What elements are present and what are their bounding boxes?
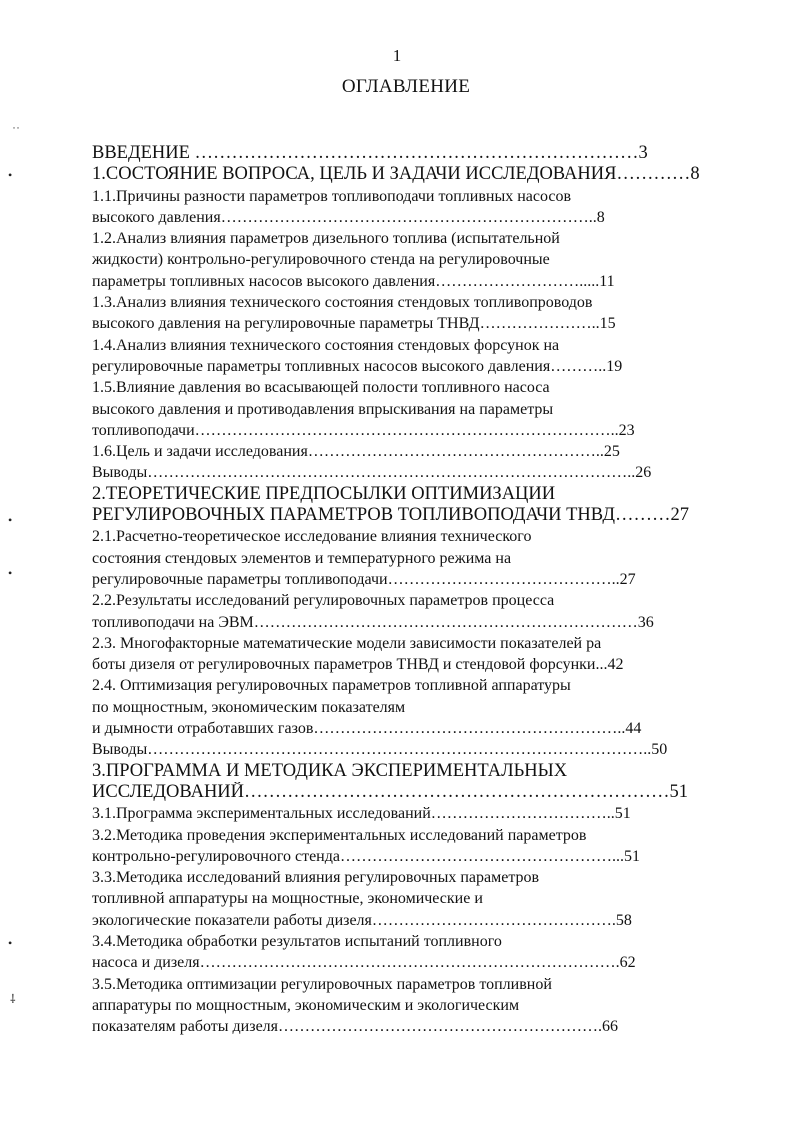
- table-of-contents: [92, 143, 720, 1037]
- toc-entry: 2.2.Результаты исследований регулировочных параметров процесса: [92, 592, 555, 610]
- toc-entry: параметры топливных насосов высокого давления……………………….....11: [92, 272, 615, 290]
- toc-entry: экологические показатели работы дизеля……………………………………….58: [92, 911, 632, 929]
- toc-entry: 1.2.Анализ влияния параметров дизельного топлива (испытательной: [92, 230, 560, 248]
- toc-entry: и дымности отработавших газов…………………………………………………..44: [92, 720, 642, 738]
- toc-entry: 1.СОСТОЯНИЕ ВОПРОСА, ЦЕЛЬ И ЗАДАЧИ ИССЛЕДОВАНИЯ…………8: [92, 164, 700, 185]
- page-number: 1: [392, 46, 402, 65]
- toc-entry: топливоподачи на ЭВМ………………………………………………………………36: [92, 613, 654, 631]
- toc-entry: насоса и дизеля…………………………………………………………………….62: [92, 954, 636, 972]
- toc-entry: 1.5.Влияние давления во всасывающей полости топливного насоса: [92, 379, 550, 397]
- toc-entry: 2.3. Многофакторные математические модели зависимости показателей ра: [92, 634, 602, 652]
- toc-entry: топливной аппаратуры на мощностные, экономические и: [92, 890, 483, 908]
- toc-entry: 2.ТЕОРЕТИЧЕСКИЕ ПРЕДПОСЫЛКИ ОПТИМИЗАЦИИ: [92, 483, 556, 504]
- page-title: ОГЛАВЛЕНИЕ: [341, 76, 471, 97]
- toc-entry: 2.1.Расчетно-теоретическое исследование влияния технического: [92, 528, 532, 546]
- margin-mark: ˙˙: [12, 124, 20, 138]
- toc-entry: боты дизеля от регулировочных параметров ТНВД и стендовой форсунки...42: [92, 656, 624, 674]
- toc-entry: 3.5.Методика оптимизации регулировочных параметров топливной: [92, 975, 552, 993]
- toc-entry: Выводы………………………………………………………………………………..26: [92, 464, 652, 482]
- toc-entry: высокого давления и противодавления впрыскивания на параметры: [92, 400, 554, 418]
- toc-entry: по мощностным, экономическим показателям: [92, 698, 406, 716]
- toc-entry: регулировочные параметры топливоподачи……………………………………..27: [92, 570, 636, 588]
- margin-mark: •: [8, 168, 13, 182]
- toc-entry: высокого давления……………………………………………………………..8: [92, 208, 605, 226]
- toc-entry: 1.6.Цель и задачи исследования………………………………………………..25: [92, 443, 620, 461]
- margin-mark: •: [8, 513, 13, 527]
- toc-entry: 3.2.Методика проведения экспериментальных исследований параметров: [92, 826, 587, 844]
- margin-mark: •: [8, 566, 13, 580]
- toc-entry: топливоподачи……………………………………………………………………..23: [92, 421, 635, 439]
- toc-entry: 3.1.Программа экспериментальных исследований……………………………..51: [92, 805, 631, 823]
- toc-entry: 3.ПРОГРАММА И МЕТОДИКА ЭКСПЕРИМЕНТАЛЬНЫХ: [92, 760, 568, 781]
- toc-entry: высокого давления на регулировочные параметры ТНВД…………………..15: [92, 315, 616, 333]
- toc-entry: ИССЛЕДОВАНИЙ……………………………………………………………51: [92, 781, 689, 802]
- toc-entry: 2.4. Оптимизация регулировочных параметров топливной аппаратуры: [92, 677, 571, 695]
- toc-entry: 3.4.Методика обработки результатов испытаний топливного: [92, 932, 502, 950]
- toc-entry: Выводы…………………………………………………………………………………..50: [92, 741, 668, 759]
- margin-mark: •: [8, 936, 13, 950]
- toc-entry: регулировочные параметры топливных насосов высокого давления………..19: [92, 357, 623, 375]
- toc-entry: 1.3.Анализ влияния технического состояния стендовых топливопроводов: [92, 294, 593, 312]
- toc-entry: 1.1.Причины разности параметров топливоподачи топливных насосов: [92, 187, 572, 205]
- toc-entry: состояния стендовых элементов и температурного режима на: [92, 549, 512, 567]
- toc-entry: ВВЕДЕНИЕ ………………………………………………………………3: [92, 143, 648, 163]
- toc-entry: 3.3.Методика исследований влияния регулировочных параметров: [92, 869, 540, 887]
- toc-entry: жидкости) контрольно-регулировочного стенда на регулировочные: [92, 251, 550, 269]
- toc-entry: показателям работы дизеля…………………………………………………….66: [92, 1018, 619, 1036]
- margin-mark: ⸸: [10, 992, 16, 1006]
- toc-entry: РЕГУЛИРОВОЧНЫХ ПАРАМЕТРОВ ТОПЛИВОПОДАЧИ ТНВД………27: [92, 505, 689, 526]
- toc-entry: контрольно-регулировочного стенда……………………………………………...51: [92, 847, 640, 865]
- toc-entry: аппаратуры по мощностным, экономическим и экологическим: [92, 996, 520, 1014]
- toc-entry: 1.4.Анализ влияния технического состояния стендовых форсунок на: [92, 336, 560, 354]
